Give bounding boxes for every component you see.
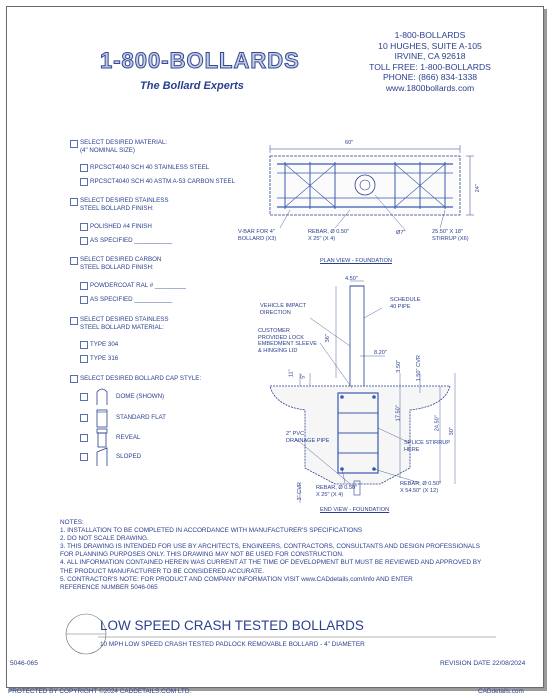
notes-heading: NOTES: xyxy=(60,519,84,526)
plan-rebar-label: REBAR, Ø 0.50" X 25" (X 4) xyxy=(308,229,350,242)
type-304-checkbox[interactable] xyxy=(80,341,88,349)
ss-specified-label: AS SPECIFIED ___________ xyxy=(90,237,173,244)
type-304-label: TYPE 304 xyxy=(90,341,119,348)
end-customer-label: CUSTOMER PROVIDED LOCK EMBEDMENT SLEEVE & HINGING LID xyxy=(258,328,317,354)
contact-website: www.1800bollards.com xyxy=(385,82,475,93)
cap-style-header: SELECT DESIRED BOLLARD CAP STYLE: xyxy=(80,375,202,382)
cap-sloped-label: SLOPED xyxy=(116,453,142,460)
contact-address: 10 HUGHES, SUITE A-105 xyxy=(378,40,482,51)
end-dim-820: 8.20" xyxy=(374,350,387,356)
note-line: THE PRODUCT MANUFACTURER TO BE CONSIDERED ACCURATE. xyxy=(60,567,265,575)
plan-view-caption: PLAN VIEW - FOUNDATION xyxy=(320,258,392,264)
end-cvr-top: 1.50" CVR xyxy=(415,355,422,382)
contact-city: IRVINE, CA 92618 xyxy=(394,51,466,61)
material-stainless-label: RPCSCT4040 SCH 40 STAINLESS STEEL xyxy=(90,164,210,171)
end-impact-label: VEHICLE IMPACT DIRECTION xyxy=(260,303,307,316)
type-316-label: TYPE 316 xyxy=(90,355,119,362)
cap-reveal-label: REVEAL xyxy=(116,434,141,441)
contact-block xyxy=(345,30,515,93)
note-line: REFERENCE NUMBER 5046-065 xyxy=(60,583,158,591)
cs-finish-checkbox[interactable] xyxy=(70,257,78,265)
note-line: 1. INSTALLATION TO BE COMPLETED IN ACCORDANCE WITH MANUFACTURER'S SPECIFICATIONS xyxy=(60,527,363,535)
type-316-checkbox[interactable] xyxy=(80,355,88,363)
ss-polished-checkbox[interactable] xyxy=(80,223,88,231)
end-dim-5: 5" xyxy=(300,373,307,379)
plan-dim-60: 60" xyxy=(345,140,354,146)
end-dim-350: 3.50" xyxy=(396,359,403,373)
cs-specified-label: AS SPECIFIED ___________ xyxy=(90,296,173,303)
ss-material-header: SELECT DESIRED STAINLESS STEEL BOLLARD MATERIAL: xyxy=(80,316,169,331)
ss-finish-checkbox[interactable] xyxy=(70,198,78,206)
plan-vbar-label: V-BAR FOR 4" BOLLARD (X3) xyxy=(238,229,277,242)
material-stainless-checkbox[interactable] xyxy=(80,164,88,172)
end-dim-2450: 24.50" xyxy=(434,415,441,432)
cs-powdercoat-checkbox[interactable] xyxy=(80,282,88,290)
flat-cap-icon xyxy=(96,408,108,428)
end-cvr-bot: 3" CVR xyxy=(296,482,303,501)
end-rebar2-label: REBAR, Ø 0.50" X 54.50" (X 12) xyxy=(400,481,442,494)
contact-company: 1-800-BOLLARDS xyxy=(394,30,466,40)
end-schedule-label: SCHEDULE 40 PIPE xyxy=(390,297,421,310)
end-rebar1-label: REBAR, Ø 0.50" X 25" (X 4) xyxy=(316,485,358,498)
reference-code: 5046-065 xyxy=(10,660,38,667)
plan-stirrup-label: 25.50" X 18" STIRRUP (X6) xyxy=(432,229,469,242)
company-tagline: The Bollard Experts xyxy=(140,80,244,92)
cap-dome-checkbox[interactable] xyxy=(80,393,88,401)
ss-finish-header: SELECT DESIRED STAINLESS STEEL BOLLARD FINISH: xyxy=(80,197,169,212)
end-dim-1750: 17.50" xyxy=(395,405,402,422)
contact-tollfree: TOLL FREE: 1-800-BOLLARDS xyxy=(369,61,491,72)
material-carbon-label: RPCSCT4040 SCH 40 ASTM A-53 CARBON STEEL xyxy=(90,178,236,185)
dome-cap-icon xyxy=(96,386,108,406)
ss-polished-label: POLISHED #4 FINISH xyxy=(90,223,152,230)
company-logo: 1-800-BOLLARDS xyxy=(100,48,300,73)
reveal-cap-icon xyxy=(96,428,108,448)
ss-specified-checkbox[interactable] xyxy=(80,237,88,245)
sloped-cap-icon xyxy=(96,447,108,467)
ss-material-checkbox[interactable] xyxy=(70,317,78,325)
note-line: FOR PLANNING PURPOSES ONLY. THIS DRAWING MAY NOT BE USED FOR CONSTRUCTION. xyxy=(60,551,344,559)
cs-powdercoat-label: POWDERCOAT RAL # _________ xyxy=(90,282,186,289)
cap-sloped-checkbox[interactable] xyxy=(80,453,88,461)
end-dim-11: 11" xyxy=(288,369,295,378)
note-line: 5. CONTRACTOR'S NOTE: FOR PRODUCT AND COMPANY INFORMATION VISIT www.CADdetails.com/info AND ENTER xyxy=(60,575,413,583)
copyright-notice: PROTECTED BY COPYRIGHT ©2024 CADDETAILS.COM LTD. xyxy=(8,688,192,695)
end-dim-36: 36" xyxy=(324,334,331,343)
note-line: 2. DO NOT SCALE DRAWING. xyxy=(60,535,149,543)
material-carbon-checkbox[interactable] xyxy=(80,178,88,186)
cs-specified-checkbox[interactable] xyxy=(80,296,88,304)
cs-finish-header: SELECT DESIRED CARBON STEEL BOLLARD FINISH: xyxy=(80,256,162,271)
cap-style-checkbox[interactable] xyxy=(70,375,78,383)
plan-diameter-label: Ø7" xyxy=(396,230,406,236)
note-line: 3. THIS DRAWING IS INTENDED FOR USE BY ARCHITECTS, ENGINEERS, CONTRACTORS, CONSULTANTS AND DESIGN PROFESSIONALS xyxy=(60,543,480,551)
drawing-title: LOW SPEED CRASH TESTED BOLLARDS xyxy=(100,618,364,633)
end-dim-450: 4.50" xyxy=(345,276,358,282)
cap-flat-checkbox[interactable] xyxy=(80,414,88,422)
end-dim-30: 30" xyxy=(448,427,455,436)
cap-reveal-checkbox[interactable] xyxy=(80,434,88,442)
plan-dim-24: 24" xyxy=(474,184,481,193)
material-checkbox[interactable] xyxy=(70,140,78,148)
revision-date: REVISION DATE 22/08/2024 xyxy=(440,660,526,667)
caddetails-link[interactable]: CADdetails.com xyxy=(478,688,524,695)
end-view-caption: END VIEW - FOUNDATION xyxy=(320,507,390,513)
end-pvc-label: 2" PVC DRAINAGE PIPE xyxy=(286,431,330,444)
note-line: 4. ALL INFORMATION CONTAINED HEREIN WAS CURRENT AT THE TIME OF DEVELOPMENT BUT MUST BE REVIEWED AND APPROVED BY xyxy=(60,559,482,567)
contact-phone: PHONE: (866) 834-1338 xyxy=(382,72,478,82)
cap-dome-label: DOME (SHOWN) xyxy=(116,393,165,400)
drawing-subtitle: 10 MPH LOW SPEED CRASH TESTED PADLOCK REMOVABLE BOLLARD - 4" DIAMETER xyxy=(100,641,365,648)
cap-flat-label: STANDARD FLAT xyxy=(116,414,166,421)
material-header: SELECT DESIRED MATERIAL: (4" NOMINAL SIZE) xyxy=(80,139,168,154)
notes-block xyxy=(60,519,481,592)
end-splice-label: SPLICE STIRRUP HERE xyxy=(404,440,451,453)
